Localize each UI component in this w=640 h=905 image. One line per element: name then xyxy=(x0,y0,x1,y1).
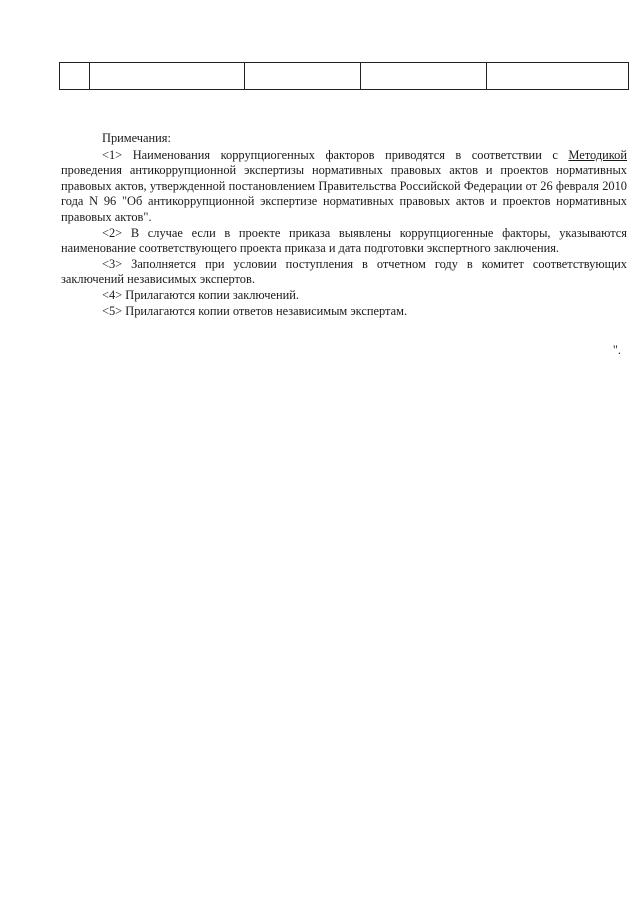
note-4: <4> Прилагаются копии заключений. xyxy=(102,287,299,302)
table-cell-factors xyxy=(245,63,361,90)
table-cell-name xyxy=(90,63,245,90)
note-1-text-start: <1> Наименования коррупциогенных факторов приводятся в соответствии с xyxy=(102,147,569,162)
methodology-link[interactable]: Методикой xyxy=(568,147,627,162)
note-3: <3> Заполняется при условии поступления в отчетном году в комитет соответствующих заключений независимых экспертов. xyxy=(61,256,627,287)
table-cell-conclusions xyxy=(361,63,487,90)
note-1-text-end: проведения антикоррупционной экспертизы нормативных правовых актов и проектов нормативных правовых актов, утвержденной постановлением Правительства Российской Федерации от 26 февраля 2010 года N 96 "Об антикоррупционной экспертизе нормативных правовых актов и проектов нормативных правовых актов". xyxy=(61,163,627,224)
note-2: <2> В случае если в проекте приказа выявлены коррупциогенные факторы, указываются наименование соответствующего проекта приказа и дата подготовки экспертного заключения. xyxy=(61,225,627,256)
table-cell-number xyxy=(60,63,90,90)
table-row xyxy=(60,63,629,90)
notes-title: Примечания: xyxy=(102,131,171,145)
report-table-row xyxy=(59,62,629,90)
note-1 xyxy=(61,148,627,226)
table-cell-answers xyxy=(487,63,629,90)
note-5: <5> Прилагаются копии ответов независимым экспертам. xyxy=(102,303,408,318)
notes-section xyxy=(61,131,627,319)
closing-quote-mark: ". xyxy=(612,343,621,357)
